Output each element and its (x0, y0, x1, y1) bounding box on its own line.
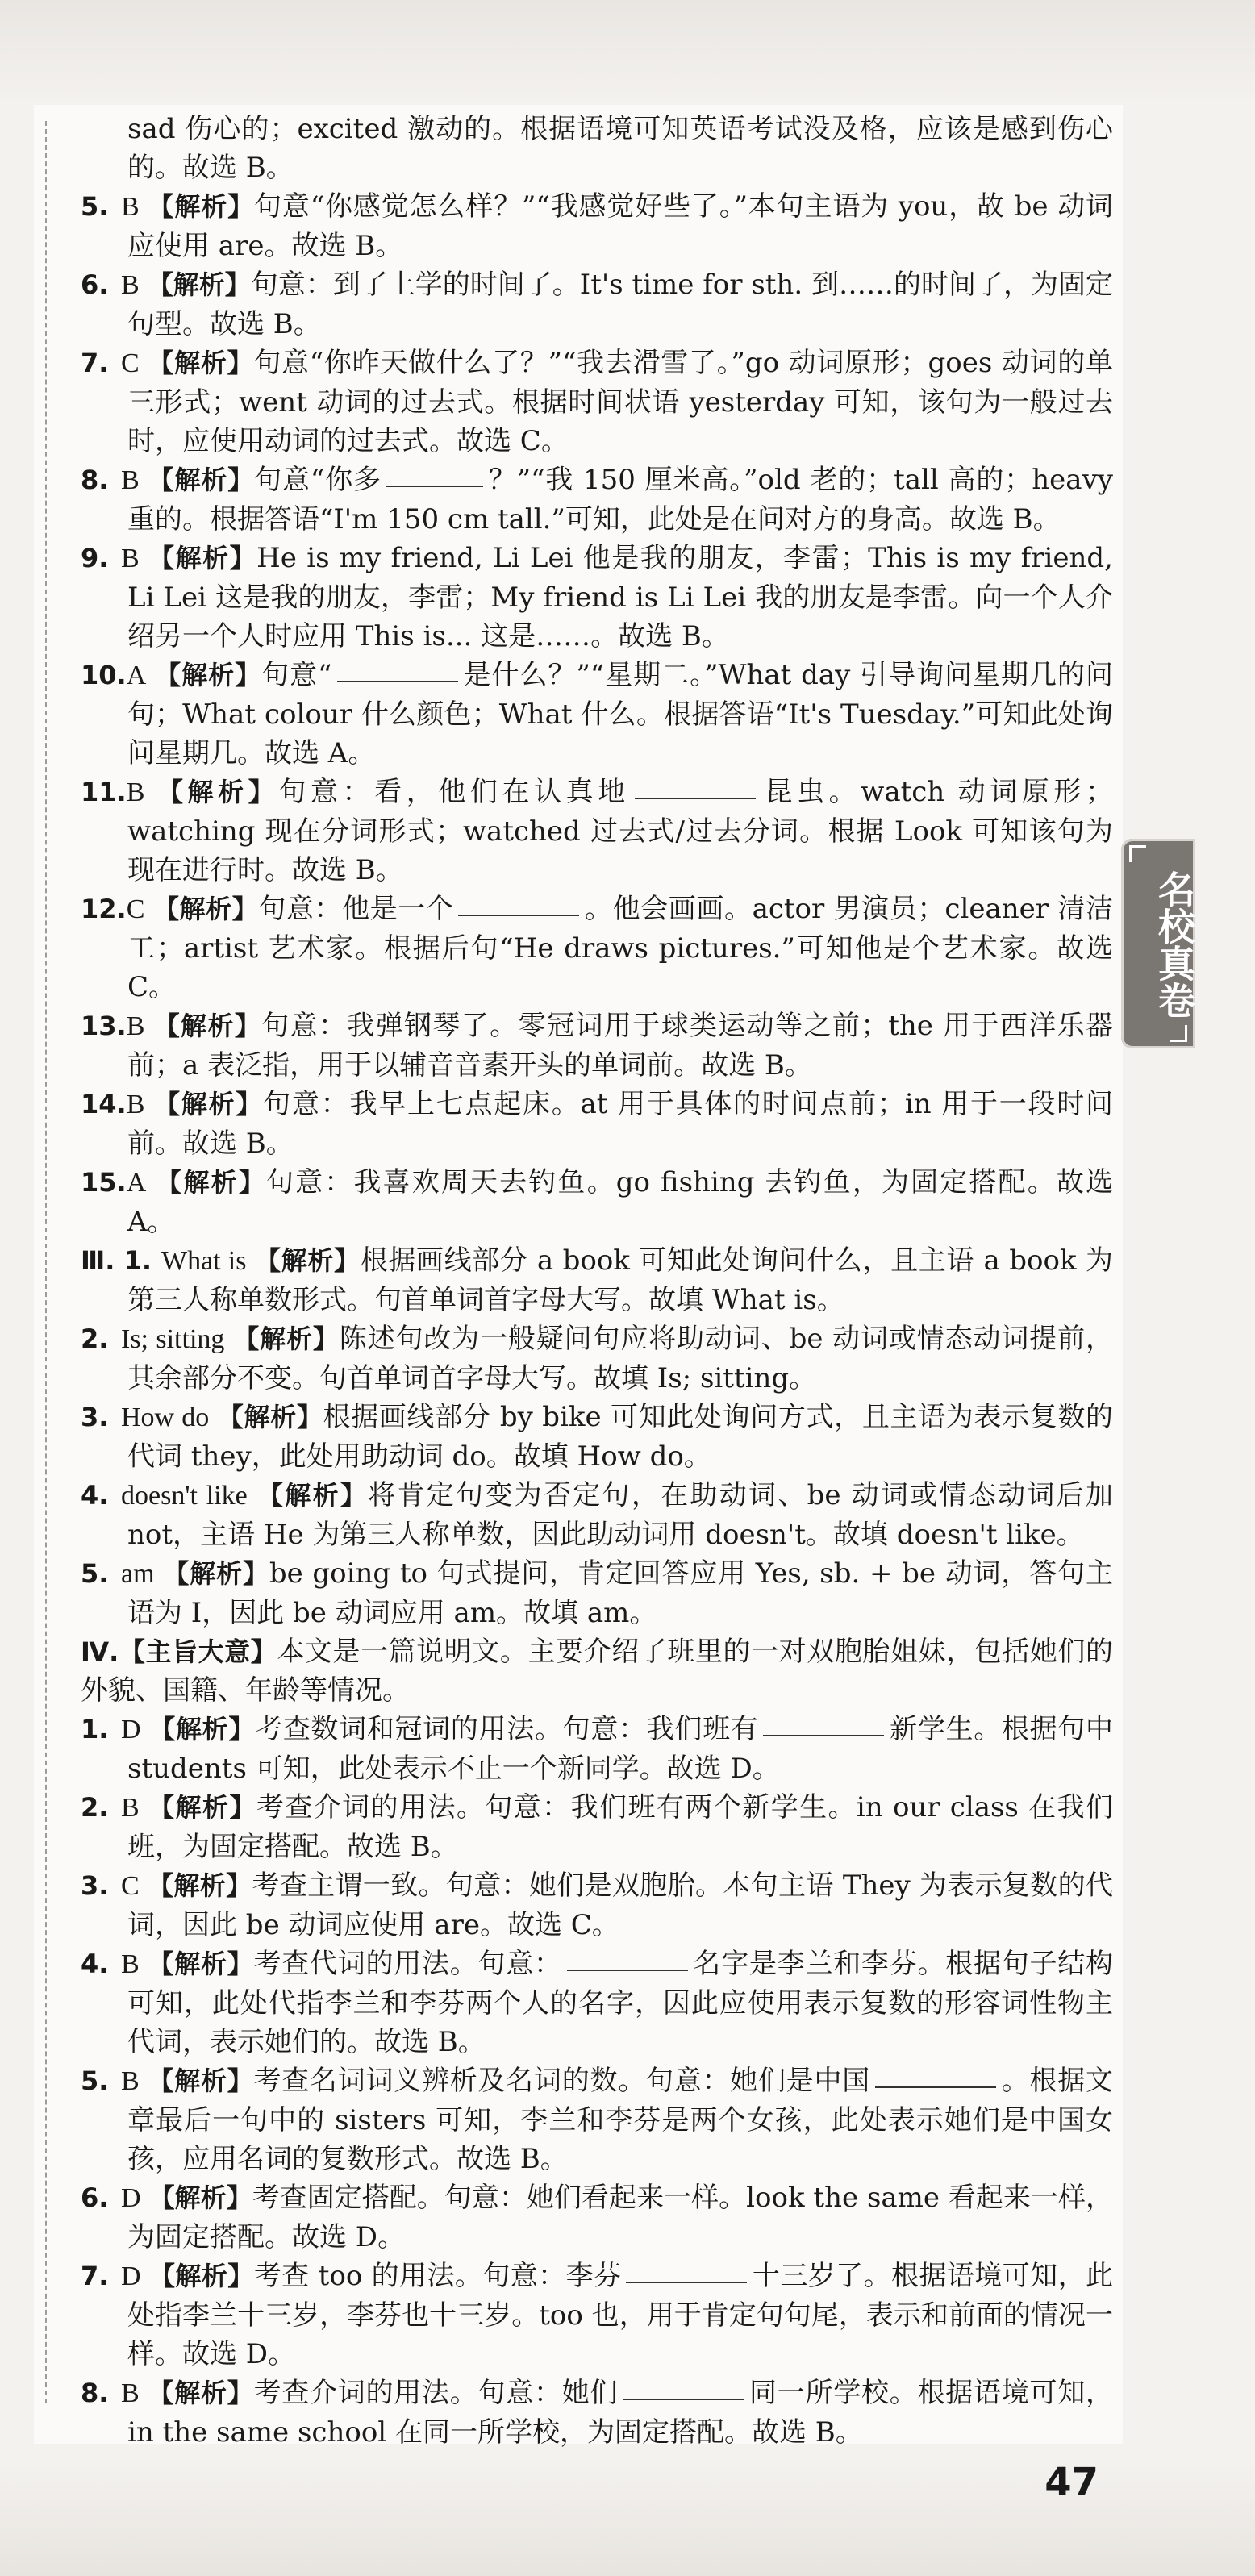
analysis-tag: 【解析】 (154, 660, 262, 690)
item-number: 2. (81, 1792, 109, 1823)
analysis-tag: 【解析】 (147, 2065, 254, 2096)
item-text: 考查固定搭配。句意：她们看起来一样。look the same 看起来一样，为固定搭配。故选 D。 (127, 2182, 1113, 2253)
answer-blank (875, 2086, 996, 2088)
item-answer: B (126, 777, 145, 807)
section-side-tab (1121, 839, 1195, 1048)
answer-blank (337, 681, 458, 682)
item-text: 昆虫。watch 动词原形；watching 现在分词形式；watched 过去式/过去分词。根据 Look 可知该句为现在进行时。故选 B。 (127, 776, 1113, 886)
analysis-tag: 【解析】 (147, 1949, 254, 1979)
item-text: 考查介词的用法。句意：我们班有两个新学生。in our class 在我们班，为固定搭配。故选 B。 (127, 1791, 1113, 1863)
item-number: 12. (81, 894, 127, 924)
item-number: 6. (81, 269, 109, 300)
analysis-tag: 【解析】 (147, 543, 257, 573)
item-number: 3. (81, 1402, 109, 1432)
item-answer: C (121, 348, 140, 378)
item-number: 5. (81, 191, 109, 222)
item-number: 2. (81, 1323, 109, 1354)
item-answer: D (121, 2183, 141, 2213)
item-number: 15. (81, 1167, 127, 1198)
list-item (81, 2257, 1114, 2374)
bracket-icon (1170, 1025, 1187, 1042)
list-item (81, 1710, 1113, 1788)
list-item (81, 1554, 1113, 1632)
item-answer: How do (121, 1403, 210, 1432)
item-text: 句意“你多 (254, 464, 382, 496)
item-answer: B (126, 1011, 145, 1041)
analysis-tag: 【解析】 (147, 1870, 252, 1901)
item-answer: What is (161, 1246, 247, 1276)
item-answer: B (121, 544, 140, 573)
item-text: 。根据文章最后一句中的 sisters 可知，李兰和李芬是两个女孩，此处表示她们是中国女孩，应用名词的复数形式。故选 B。 (127, 2065, 1114, 2175)
answer-blank (635, 798, 756, 799)
intro-text: sad 伤心的；excited 激动的。根据语境可知英语考试没及格，应该是感到伤心的。故选 B。 (127, 113, 1113, 184)
analysis-tag: 【解析】 (154, 1167, 266, 1198)
analysis-tag: 【解析】 (147, 1792, 256, 1823)
item-answer: am (121, 1559, 155, 1589)
analysis-tag: 【解析】 (147, 348, 254, 378)
item-number: 14. (81, 1089, 127, 1119)
answer-blank (763, 1735, 884, 1736)
item-text: 句意：我早上七点起床。at 用于具体的时间点前；in 用于一段时间前。故选 B。 (127, 1088, 1113, 1160)
list-item (81, 187, 1113, 265)
list-item (81, 656, 1113, 773)
item-number: 4. (81, 1949, 109, 1979)
item-number: 8. (81, 465, 109, 495)
item-text: ？”“我 150 厘米高。”old 老的；tall 高的；heavy 重的。根据答语“I'm 150 cm tall.”可知，此处是在问对方的身高。故选 B。 (127, 464, 1113, 536)
item-answer: A (126, 661, 147, 690)
list-item (81, 1398, 1114, 1476)
list-item (81, 890, 1113, 1007)
section-label: Ⅳ. (81, 1636, 119, 1667)
item-answer: B (121, 465, 140, 495)
item-answer: C (126, 894, 145, 924)
item-number: 13. (81, 1011, 127, 1041)
item-text: He is my friend, Li Lei 他是我的朋友，李雷；This is my friend, Li Lei 这是我的朋友，李雷；My friend is Li Lei 我的朋友是李雷。向一个人介绍另一个人时应用 This is... 这是……。故选 B。 (127, 542, 1113, 652)
list-item (81, 2178, 1113, 2257)
item-answer: B (121, 192, 140, 222)
item-answer: B (121, 2066, 140, 2096)
item-text: 名字是李兰和李芬。根据句子结构可知，此处代指李兰和李芬两个人的名字，因此应使用表示复数的形容词性物主代词，表示她们的。故选 B。 (127, 1948, 1114, 2058)
item-answer: B (126, 1090, 145, 1119)
main-idea-text: 本文是一篇说明文。主要介绍了班里的一对双胞胎姐妹，包括她们的外貌、国籍、年龄等情况。 (81, 1636, 1113, 1707)
answer-blank (567, 1970, 688, 1971)
answer-blank (623, 2399, 744, 2400)
item-text: be going to 句式提问，肯定回答应用 Yes, sb. + be 动词，答句主语为 I，因此 be 动词应用 am。故填 am。 (127, 1557, 1113, 1629)
list-item (81, 539, 1113, 656)
item-text: 。他会画画。actor 男演员；cleaner 清洁工；artist 艺术家。根据后句“He draws pictures.”可知他是个艺术家。故选 C。 (127, 893, 1113, 1003)
item-number: 11. (81, 777, 127, 807)
item-text: 考查介词的用法。句意：她们 (253, 2377, 619, 2409)
item-text: 新学生。根据句中 students 可知，此处表示不止一个新同学。故选 D。 (127, 1713, 1113, 1785)
list-item (81, 2061, 1114, 2178)
answer-blank (458, 915, 579, 916)
item-text: 考查名词词义辨析及名词的数。句意：她们是中国 (253, 2065, 870, 2097)
list-item (81, 1476, 1113, 1554)
analysis-tag: 【解析】 (147, 2378, 254, 2408)
item-answer: B (121, 1949, 140, 1979)
analysis-tag: 【解析】 (152, 1089, 264, 1119)
item-text: 同一所学校。根据语境可知，in the same school 在同一所学校，为固定搭配。故选 B。 (127, 2377, 1114, 2449)
item-answer: B (121, 2378, 140, 2408)
list-item (81, 265, 1113, 344)
page-top-margin (0, 0, 1255, 105)
analysis-tag: 【解析】 (148, 1714, 256, 1744)
item-number: 7. (81, 348, 109, 378)
item-number: 5. (81, 2065, 109, 2096)
item-text: 陈述句改为一般疑问句应将助动词、be 动词或情态动词提前，其余部分不变。句首单词首字母大写。故填 Is; sitting。 (127, 1323, 1113, 1394)
item-text: 考查 too 的用法。句意：李芬 (253, 2260, 622, 2292)
item-answer: D (121, 2261, 141, 2291)
item-text: 句意“ (261, 659, 332, 691)
item-text: 根据画线部分 by bike 可知此处询问方式，且主语为表示复数的代词 they，此处用助动词 do。故填 How do。 (127, 1401, 1114, 1473)
item-number: Ⅲ. 1. (81, 1245, 152, 1276)
main-idea-tag: 【主旨大意】 (119, 1636, 277, 1667)
item-answer: B (121, 270, 140, 300)
list-item (81, 1788, 1113, 1866)
side-tab-label: 名校真卷 (1153, 870, 1196, 1019)
page-number: 47 (1044, 2460, 1099, 2505)
analysis-tag: 【解析】 (148, 2182, 252, 2213)
analysis-tag: 【解析】 (217, 1402, 323, 1432)
analysis-tag: 【解析】 (148, 2261, 254, 2291)
item-answer: A (126, 1168, 147, 1198)
list-item (81, 1319, 1113, 1398)
left-dashed-rule (45, 121, 47, 2403)
list-item (81, 2374, 1114, 2452)
answer-blank (626, 2282, 747, 2283)
item-text: 句意：到了上学的时间了。It's time for sth. 到……的时间了，为固定句型。故选 B。 (127, 269, 1113, 340)
analysis-tag: 【解析】 (152, 1011, 262, 1041)
item-number: 3. (81, 1870, 109, 1901)
item-number: 9. (81, 543, 109, 573)
list-item (81, 1163, 1113, 1241)
analysis-tag: 【解析】 (152, 894, 259, 924)
list-item (81, 461, 1113, 539)
item-text: 句意“你昨天做什么了？”“我去滑雪了。”go 动词原形；goes 动词的单三形式；went 动词的过去式。根据时间状语 yesterday 可知，该句为一般过去时，应使用动词的过去式。故选 C。 (127, 347, 1113, 457)
list-item (81, 1866, 1113, 1945)
list-item (81, 1085, 1113, 1163)
item-answer: D (121, 1715, 141, 1744)
item-text: 十三岁了。根据语境可知，此处指李兰十三岁，李芬也十三岁。too 也，用于肯定句句尾，表示和前面的情况一样。故选 D。 (127, 2260, 1114, 2370)
analysis-tag: 【解析】 (232, 1323, 340, 1354)
item-number: 5. (81, 1558, 109, 1589)
analysis-tag: 【解析】 (147, 465, 255, 495)
answer-content (81, 110, 1113, 2452)
item-text: 是什么？”“星期二。”What day 引导询问星期几的问句；What colour 什么颜色；What 什么。根据答语“It's Tuesday.”可知此处询问星期几。故选 A。 (127, 659, 1113, 769)
list-item (81, 1945, 1114, 2061)
analysis-tag: 【解析】 (255, 1480, 369, 1511)
item-text: 根据画线部分 a book 可知此处询问什么，且主语 a book 为第三人称单数形式。句首单词首字母大写。故填 What is。 (127, 1244, 1113, 1316)
item-text: 句意：看，他们在认真地 (278, 776, 630, 808)
analysis-tag: 【解析】 (152, 777, 279, 807)
item-text: 句意：他是一个 (258, 893, 454, 925)
analysis-tag: 【解析】 (254, 1245, 361, 1276)
list-item (81, 344, 1113, 461)
item-number: 10. (81, 660, 127, 690)
intro-paragraph (127, 110, 1113, 187)
answer-blank (386, 486, 483, 487)
analysis-tag: 【解析】 (147, 269, 251, 300)
item-text: 考查代词的用法。句意： (253, 1948, 562, 1980)
item-answer: C (121, 1871, 140, 1901)
list-item (81, 1007, 1113, 1085)
item-text: 句意：我喜欢周天去钓鱼。go fishing 去钓鱼，为固定搭配。故选 A。 (127, 1166, 1113, 1238)
item-answer: Is; sitting (121, 1324, 225, 1354)
item-text: 句意“你感觉怎么样？”“我感觉好些了。”本句主语为 you，故 be 动词应使用 are。故选 B。 (127, 190, 1113, 262)
item-text: 将肯定句变为否定句，在助动词、be 动词或情态动词后加 not，主语 He 为第三人称单数，因此助动词用 doesn't。故填 doesn't like。 (127, 1479, 1113, 1551)
main-idea (81, 1632, 1113, 1710)
item-text: 考查主谓一致。句意：她们是双胞胎。本句主语 They 为表示复数的代词，因此 be 动词应使用 are。故选 C。 (127, 1869, 1113, 1941)
analysis-tag: 【解析】 (147, 191, 254, 222)
item-number: 4. (81, 1480, 109, 1511)
list-item (81, 1241, 1113, 1319)
item-answer: doesn't like (121, 1481, 248, 1511)
item-number: 6. (81, 2182, 109, 2213)
item-number: 1. (81, 1714, 109, 1744)
item-number: 8. (81, 2378, 109, 2408)
analysis-tag: 【解析】 (162, 1558, 269, 1589)
item-answer: B (121, 1793, 140, 1823)
item-number: 7. (81, 2261, 109, 2291)
item-text: 考查数词和冠词的用法。句意：我们班有 (255, 1713, 759, 1745)
item-text: 句意：我弹钢琴了。零冠词用于球类运动等之前；the 用于西洋乐器前；a 表泛指，用于以辅音音素开头的单词前。故选 B。 (127, 1010, 1113, 1082)
list-item (81, 773, 1113, 890)
